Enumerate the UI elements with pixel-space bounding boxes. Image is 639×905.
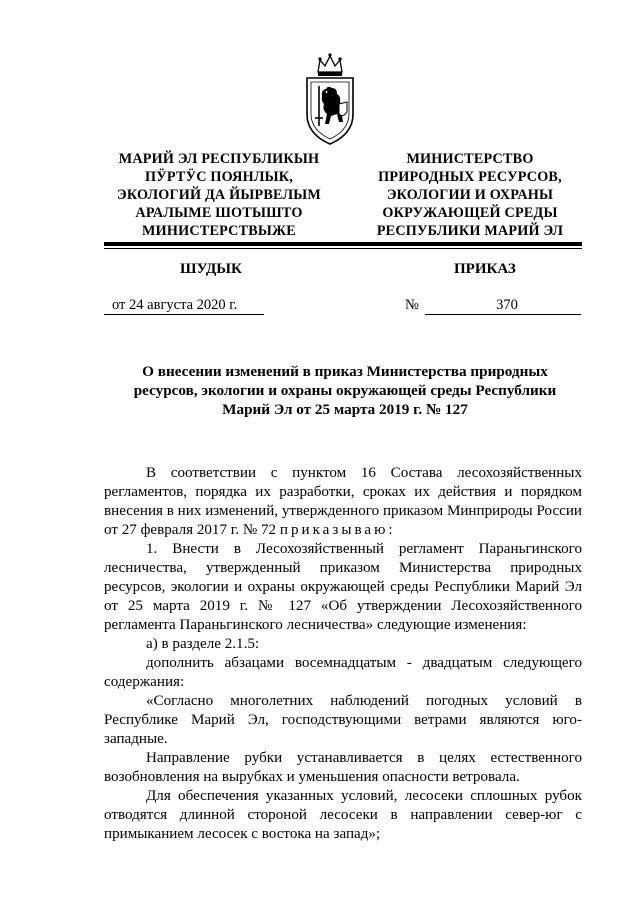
body-paragraph: «Согласно многолетних наблюдений погодных условий в Республике Марий Эл, господствующими ветрами являются юго-западные. [104,693,582,747]
header-left-line: ЭКОЛОГИЙ ДА ЙЫРВЕЛЫМ [117,187,321,203]
title-line: ресурсов, экологии и охраны окружающей среды Республики [133,382,557,399]
order-word: приказываю: [279,522,396,538]
body-paragraph [104,464,582,540]
number-sign: № [405,297,419,313]
date-value: 24 августа 2020 г. [129,297,238,313]
header-right-line: РЕСПУБЛИКИ МАРИЙ ЭЛ [376,223,564,239]
header-left-line: МИНИСТЕРСТВЫЖЕ [142,223,296,239]
header-right-line: ПРИРОДНЫХ РЕСУРСОВ, [378,169,562,185]
header-right-line: ЭКОЛОГИИ И ОХРАНЫ [386,187,554,203]
doc-type-mari: ШУДЫК [180,261,242,277]
body-paragraph: дополнить абзацами восемнадцатым - двадцатым следующего содержания: [104,655,582,690]
header-left-org [96,150,342,240]
title-line: О внесении изменений в приказ Министерства природных [142,363,548,380]
coat-of-arms-icon [293,52,367,148]
coat-of-arms [293,52,367,148]
body-text: В соответствии с пунктом 16 Состава лесохозяйственных регламентов, порядка их разработки, сроках их действия и порядком внесения в них изменений, утвержденного приказом Минприроды России от 27 февраля 2017 г. № 72 [104,465,582,538]
date-prefix: от [112,297,126,313]
header-divider-thick [104,242,582,246]
body-paragraph: а) в разделе 2.1.5: [146,636,260,652]
header-divider-thin [104,248,582,249]
doc-type-russian: ПРИКАЗ [454,261,516,277]
body-paragraph: Направление рубки устанавливается в целях естественного возобновления на вырубках и уменьшения опасности ветровала. [104,750,582,785]
document-title [110,362,580,419]
body-paragraph: Для обеспечения указанных условий, лесосеки сплошных рубок отводятся длинной стороной лесосеки в направлении север-юг с примыканием лесосек с востока на запад»; [104,788,582,842]
title-line: Марий Эл от 25 марта 2019 г. № 127 [222,401,468,418]
document-number: 370 [425,296,581,315]
header-right-line: МИНИСТЕРСТВО [406,151,534,167]
header-left-line: АРАЛЫМЕ ШОТЫШТО [135,205,303,221]
header-left-line: МАРИЙ ЭЛ РЕСПУБЛИКЫН [118,151,320,167]
header-right-line: ОКРУЖАЮЩЕЙ СРЕДЫ [382,205,558,221]
document-date [104,296,264,315]
document-body [104,464,582,844]
header-right-org [366,150,574,240]
header-left-line: ПӰРТӰС ПОЯНЛЫК, [145,169,293,185]
body-paragraph: 1. Внести в Лесохозяйственный регламент Параньгинского лесничества, утвержденный приказом Министерства природных ресурсов, экологии и охраны окружающей среды Республики Марий Эл от 25 марта 2019 г. № 127 «Об утверждении Лесохозяйственного регламента Параньгинского лесничества» следующие изменения: [104,541,582,633]
